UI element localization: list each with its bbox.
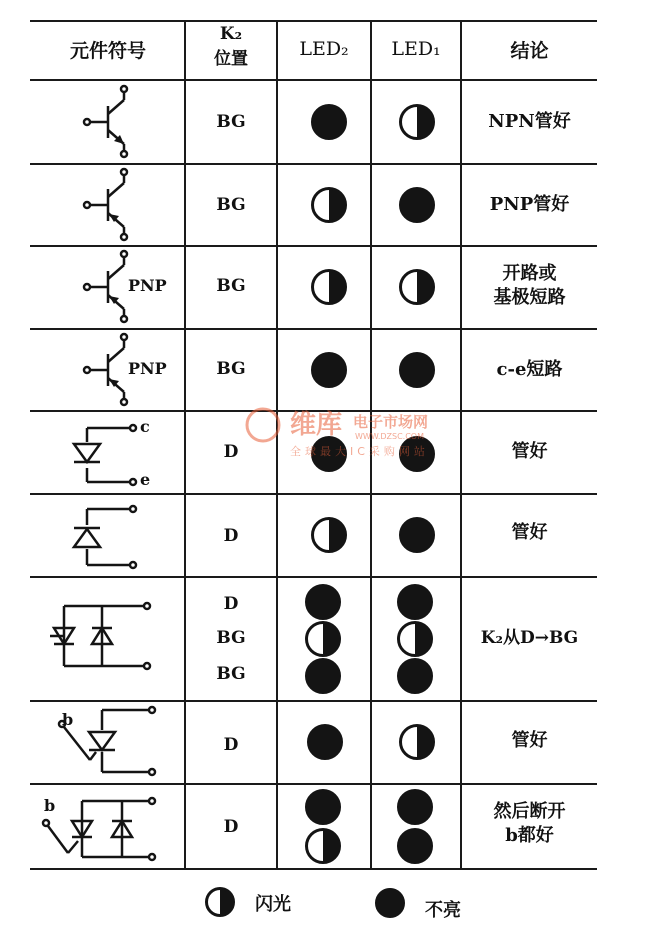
k2-position: D — [223, 817, 239, 837]
table-border-bottom — [30, 868, 597, 870]
k2-position: D — [223, 594, 239, 614]
k2-position: BG — [216, 359, 246, 379]
emitter-label: e — [140, 470, 151, 489]
k2-position: D — [223, 735, 239, 755]
transistor-type-label: PNP — [128, 359, 167, 378]
led2-off-icon — [307, 724, 343, 760]
legend-flash-icon — [205, 887, 235, 917]
header-led1: LED₁ — [391, 38, 441, 60]
led1-flash-icon — [397, 621, 433, 657]
header-k2-position: 位置 — [214, 49, 248, 69]
led2-off-icon — [305, 789, 341, 825]
led2-flash-icon — [311, 517, 347, 553]
led1-off-icon — [399, 436, 435, 472]
led2-flash-icon — [311, 269, 347, 305]
led1-flash-icon — [399, 104, 435, 140]
diode-symbol — [32, 412, 184, 492]
row-divider — [30, 79, 597, 81]
led1-off-icon — [399, 517, 435, 553]
k2-position: BG — [216, 628, 246, 648]
conclusion: c-e短路 — [496, 359, 563, 380]
svg-text:全球最大IC采购网站: 全球最大IC采购网站 — [290, 445, 429, 458]
collector-label: c — [140, 417, 150, 436]
col-divider — [276, 20, 278, 870]
led1-off-icon — [397, 828, 433, 864]
header-k2-label: K₂ — [219, 24, 243, 44]
led1-off-icon — [397, 584, 433, 620]
led2-off-icon — [311, 436, 347, 472]
conclusion: 管好 — [511, 441, 548, 462]
header-led2: LED₂ — [299, 38, 349, 60]
led2-off-icon — [305, 658, 341, 694]
pnp-transistor-symbol — [32, 165, 184, 245]
svg-text:WWW.DZSC.COM: WWW.DZSC.COM — [355, 432, 424, 441]
k2-position: BG — [216, 112, 246, 132]
table-border-top — [30, 20, 597, 22]
k2-position: D — [223, 526, 239, 546]
led2-flash-icon — [305, 828, 341, 864]
led1-off-icon — [399, 352, 435, 388]
header-conclusion: 结论 — [510, 40, 549, 62]
base-label: b — [44, 796, 56, 815]
npn-transistor-symbol — [32, 82, 184, 162]
led1-off-icon — [397, 658, 433, 694]
k2-position: BG — [216, 664, 246, 684]
legend-off-icon — [375, 888, 405, 918]
led2-off-icon — [311, 352, 347, 388]
thyristor-symbol — [32, 702, 184, 782]
conclusion: K₂从D→BG — [480, 628, 579, 648]
k2-position: D — [223, 442, 239, 462]
conclusion: 管好 — [511, 730, 548, 751]
header-k2 — [186, 24, 276, 69]
conclusion: PNP管好 — [489, 194, 570, 215]
header-symbol: 元件符号 — [69, 40, 146, 62]
conclusion: 然后断开 b都好 — [493, 801, 566, 847]
legend-flash-label: 闪光 — [255, 894, 291, 915]
led2-off-icon — [311, 104, 347, 140]
conclusion: 开路或 基极短路 — [493, 263, 566, 309]
svg-text:电子市场网: 电子市场网 — [353, 413, 429, 431]
led2-off-icon — [305, 584, 341, 620]
k2-position: BG — [216, 195, 246, 215]
diode-symbol — [32, 495, 184, 575]
conclusion: 管好 — [511, 522, 548, 543]
svg-text:维库: 维库 — [290, 410, 343, 440]
k2-position: BG — [216, 276, 246, 296]
conclusion: NPN管好 — [488, 111, 571, 132]
legend-off-label: 不亮 — [425, 900, 461, 921]
dual-diode-symbol — [32, 578, 184, 698]
led2-flash-icon — [305, 621, 341, 657]
led1-off-icon — [399, 187, 435, 223]
led1-off-icon — [397, 789, 433, 825]
col-divider — [370, 20, 372, 870]
led1-flash-icon — [399, 269, 435, 305]
led2-flash-icon — [311, 187, 347, 223]
led1-flash-icon — [399, 724, 435, 760]
base-label: b — [62, 710, 74, 729]
transistor-type-label: PNP — [128, 276, 167, 295]
